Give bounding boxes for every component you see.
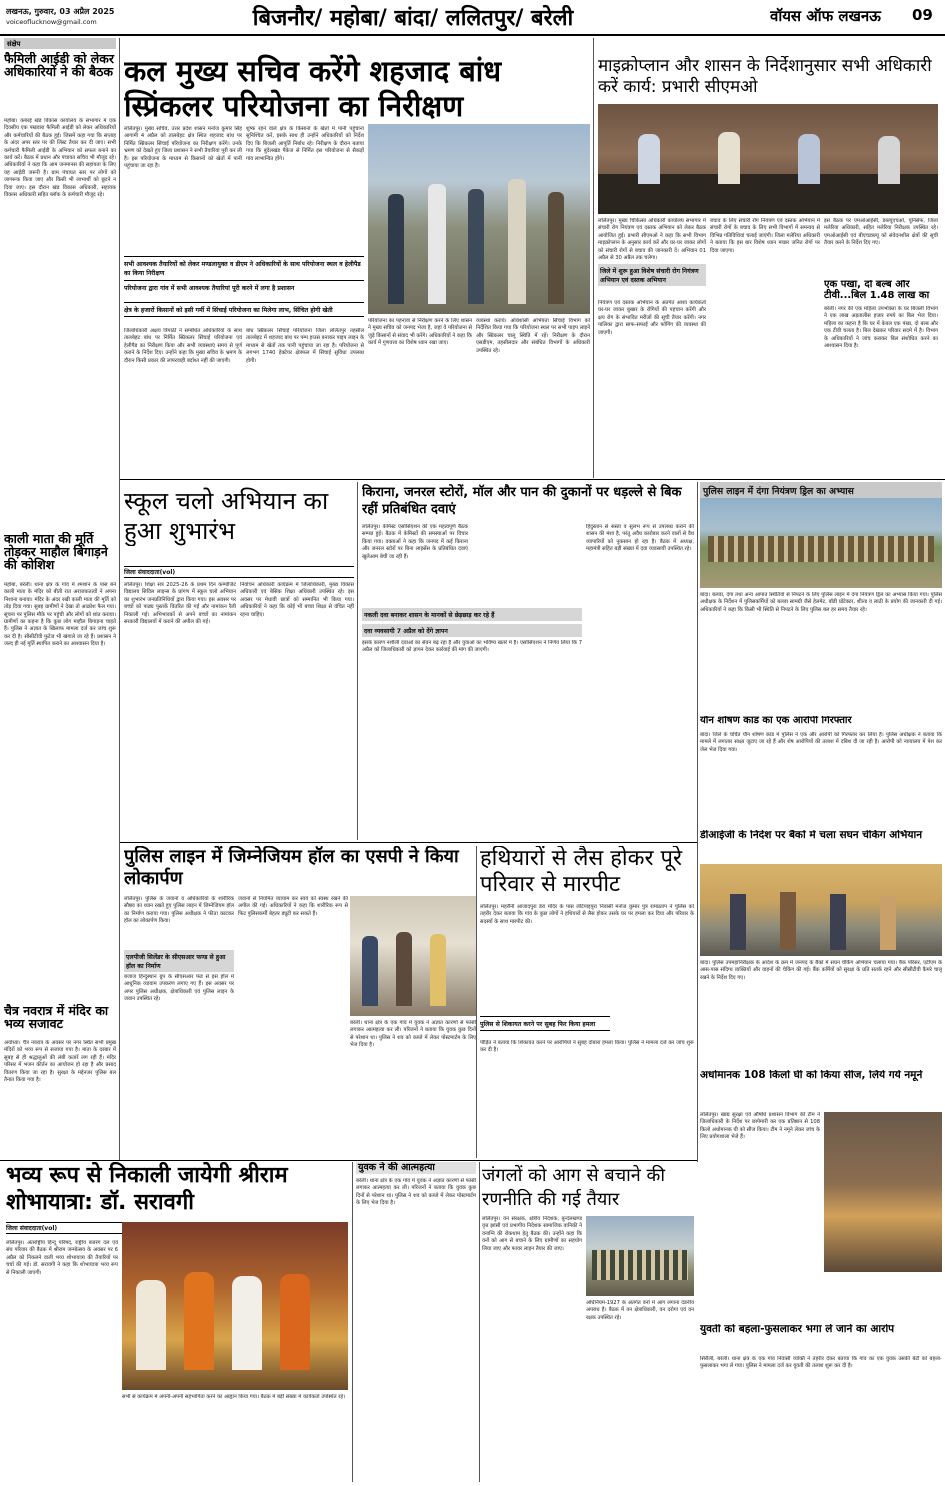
lead-pullquote-3: क्षेत्र के हजारों किसानों को इसी गर्मी में सिंचाई परियोजना का मिलेगा लाभ, सिंचित होगी खेती bbox=[124, 302, 364, 317]
page-number: 09 bbox=[912, 6, 933, 24]
cmo-body-1: ललितपुर। मुख्य चिकित्सा अधिकारी कार्यालय सभागार में संचारी रोग नियंत्रण एवं दस्तक अभियान को लेकर बैठक आयोजित हुई। प्रभारी सीएमओ ने कहा कि सभी विभाग माइक्रोप्लान के अनुसार कार्य करें और घर-घर जाकर लोगों को संचारी रोगों से बचाव की जानकारी दें। अभियान 01 अप्रैल से 30 अप्रैल तक चलेगा। bbox=[598, 218, 706, 262]
shobha-body-2: सभी से कार्यक्रम में अपनी-अपनी सहभागिता करने का आह्वान किया गया। बैठक में बड़ी संख्या में कार्यकर्ता उपस्थित रहे। bbox=[122, 1394, 346, 1400]
section-rule bbox=[120, 479, 945, 480]
lead-pullquote-1: सभी आवश्यक तैयारियों को लेकर मण्डलायुक्त व डीएम ने अधिकारियों के साथ परियोजना स्थल व हेलीपैड का किया निरीक्षण bbox=[124, 256, 364, 277]
yuvak-body: बरेली। थाना क्षेत्र के एक गांव में युवक ने अज्ञात कारणों से फांसी लगाकर आत्महत्या कर ली। परिजनों ने बताया कि युवक कुछ दिनों से परेशान था। पुलिस ने शव को कब्जे में लेकर पोस्टमार्टम के लिए भेज दिया है। bbox=[356, 1178, 476, 1207]
dig-body: बांदा। पुलिस उपमहानिरीक्षक के आदेश के क्रम में जनपद के बैंकों में सघन चेकिंग अभियान चलाया गया। बैंक परिसर, एटीएम के आस-पास संदिग्ध व्यक्तियों और वाहनों की चेकिंग की गई। बैंक कर्मियों को सुरक्षा के प्रति सतर्क रहने और सीसीटीवी कैमरे चालू रखने के निर्देश दिए गए। bbox=[700, 960, 942, 981]
jungle-photo bbox=[586, 1216, 694, 1296]
dig-headline: डीआईजी के निर्देश पर बैंकों में चला सघन चेकिंग अभियान bbox=[700, 830, 923, 841]
section-rule bbox=[0, 1160, 697, 1161]
district-strip: बिजनौर/ महोबा/ बांदा/ ललितपुर/ बरेली bbox=[252, 6, 574, 31]
yaun-body: बांदा। जिले के चर्चित यौन शोषण कांड में पुलिस ने एक और आरोपी को गिरफ्तार कर लिया है। पुलिस अधीक्षक ने बताया कि मामले में लगातार साक्ष्य जुटाए जा रहे हैं और शेष आरोपियों की तलाश में दबिश दी जा रही है। आरोपी को न्यायालय में पेश कर जेल भेज दिया गया। bbox=[700, 732, 942, 753]
lead-photo bbox=[368, 124, 590, 314]
jungle-headline: जंगलों को आग से बचाने की रणनीति की गई तैयार bbox=[482, 1165, 665, 1210]
gym-body-4: बरेली। थाना क्षेत्र के एक गांव में युवक ने अज्ञात कारणों से फांसी लगाकर आत्महत्या कर ली। परिजनों ने बताया कि युवक कुछ दिनों से परेशान था। पुलिस ने शव को कब्जे में लेकर पोस्टमार्टम के लिए भेज दिया है। bbox=[350, 1020, 476, 1049]
drill-photo bbox=[700, 498, 942, 588]
school-headline: स्कूल चलो अभियान का हुआ शुभारंभ bbox=[124, 487, 329, 545]
shobha-byline: जिला संवाददाता(vol) bbox=[6, 1222, 146, 1234]
cmo-body-3: इस बैठक पर एमओआईसी, डब्ल्यूएचओ, यूनिसेफ, जिला मलेरिया अधिकारी, सहित मलेरिया निरीक्षक उपस्थित रहे। एमओआईसी एवं बीएचडब्ल्यू को संवेदनशील क्षेत्रों की सूची तैयार करने के निर्देश दिए गए। bbox=[824, 218, 938, 247]
brief-1-headline: फैमिली आईडी को लेकर अधिकारियों ने की बैठक bbox=[4, 52, 114, 79]
column-rule bbox=[479, 1162, 480, 1482]
kirana-body-2: इसके कारण नशीली दवाओं का सेवन बढ़ रहा है और युवाओं का भविष्य खतरे में है। एसोसिएशन ने निर्णय लिया कि 7 अप्रैल को जिलाधिकारी को ज्ञापन देकर कार्रवाई की मांग की जाएगी। bbox=[362, 640, 582, 654]
brief-3-body: अयोध्या। चैत्र नवरात्र के अवसर पर नगर स्थित सभी प्रमुख मंदिरों को भव्य रूप से सजाया गया है। माता के दरबार में सुबह से ही श्रद्धालुओं की लंबी कतारें लग रही हैं। मंदिर परिसर में भजन कीर्तन का आयोजन हो रहा है और प्रसाद वितरण किया जा रहा है। सुरक्षा के मद्देनजर पुलिस बल तैनात किया गया है। bbox=[4, 1040, 116, 1084]
hathiyar-pullquote: पुलिस से शिकायत करने पर सुबह फिर किया हमला bbox=[480, 1016, 610, 1031]
bill-headline: एक पंखा, दो बल्ब और टीवी...बिल 1.48 लाख का bbox=[824, 280, 930, 301]
lead-body-4: बांध स्प्रिंकलर सिंचाई परियोजना जिला ललितपुर तहसील तालबेहट में शहजाद बांध पर पम्प हाउस बनाकर पाइप लाइन के माध्यम से खेतों तक पानी पहुंचाया जा रहा है। परियोजना से लगभग 1740 हेक्टेयर क्षेत्रफल में सिंचाई सुविधा उपलब्ध होगी। bbox=[246, 328, 364, 364]
brief-1-body: महोबा। कबरई खंड विकास कार्यालय के सभागार में एक दिवसीय एक पखवारा फैमिली आईडी को लेकर अधिकारियों और कर्मचारियों की बैठक हुई। जिसमें कहा गया कि सप्ताह के अंदर अपर स्तर पर की लिस्ट तैयार कर दी जाए। सभी कर्मचारी फैमिली आईडी के अभियान को सफल बनाने का कार्य करें। बैठक में प्रधान और पंचायत सचिव भी मौजूद रहे। अधिकारियों ने कहा कि आम जनमानस की सहायता के लिए यह आईडी जरूरी है। ग्राम पंचायत स्तर पर लोगों को जागरूक किया जाए और किसी भी लाभार्थी को छूटने न दिया जाए। इस दौरान खंड विकास अधिकारी, सहायक विकास अधिकारी सहित ब्लॉक के कर्मचारी मौजूद रहे। bbox=[4, 118, 116, 199]
yuvati-headline: युवती को बहला-फुसलाकर भगा ले जाने का आरोप bbox=[700, 1324, 895, 1335]
gym-pullquote: एलपीजी सिलेंडर के सीएसआर फण्ड से हुआ हॉल का निर्माण bbox=[124, 950, 234, 972]
lead-body-1: ललितपुर। मुख्य सचिव, उत्तर प्रदेश शासन मनोज कुमार सिंह आगामी 4 अप्रैल को तालबेहट क्षेत्र स्थित शहजाद बांध पर निर्मित स्प्रिंकलर सिंचाई परियोजना का निरीक्षण करेंगे। उनके भ्रमण को देखते हुए जिला प्रशासन ने सभी तैयारियां पूरी कर ली हैं। इस परियोजना के माध्यम से किसानों को खेतों में पानी पहुंचाया जा रहा है। bbox=[124, 126, 242, 170]
gym-body-1: ललितपुर। पुलिस के जवानों व अधिकारियों के शारीरिक सौष्ठव का ध्यान रखते हुए पुलिस लाइन में जिम्नेजियम हॉल का निर्माण कराया गया। पुलिस अधीक्षक ने फीता काटकर हॉल का लोकार्पण किया। bbox=[124, 896, 234, 925]
drill-body: बांदा। बलवा, दंगा तथा अन्य आपात स्थितियों से निपटने के लिए पुलिस लाइन में दंगा नियंत्रण ड्रिल का अभ्यास किया गया। पुलिस अधीक्षक के निर्देशन में पुलिसकर्मियों को बलवा सामग्री जैसे हेलमेट, बॉडी प्रोटेक्टर, शील्ड व लाठी के प्रयोग की जानकारी दी गई। अधिकारियों ने कहा कि किसी भी स्थिति से निपटने के लिए पुलिस बल हर समय तैयार रहे। bbox=[700, 592, 942, 613]
school-photo bbox=[358, 482, 360, 484]
shobha-photo bbox=[122, 1222, 348, 1390]
gym-photo bbox=[350, 896, 476, 1016]
kirana-pullquote-2: दवा व्यवसायी 7 अप्रैल को देंगे ज्ञापन bbox=[362, 624, 582, 637]
shobha-headline: भव्य रूप से निकाली जायेगी श्रीराम शोभायात्रा: डॉ. सरावगी bbox=[6, 1163, 288, 1215]
column-rule bbox=[119, 38, 120, 1160]
cmo-photo bbox=[598, 104, 938, 214]
brief-2-body: महोबा, बरेली। थाना क्षेत्र के गांव में श्मशान के पास बने काली माता के मंदिर को बीती रात अराजकतत्वों ने अपना निशाना बनाया। मंदिर के अंदर रखी काली माता की मूर्ति को तोड़ दिया गया। सुबह ग्रामीणों ने देखा तो आक्रोश फैल गया। सूचना पर पुलिस मौके पर पहुंची और लोगों को शांत कराया। ग्रामीणों का कहना है कि कुछ लोग माहौल बिगाड़ना चाहते हैं। पुलिस ने अज्ञात के खिलाफ मामला दर्ज कर जांच शुरू कर दी है। सीसीटीवी फुटेज भी खंगाले जा रहे हैं। प्रशासन ने जल्द ही नई मूर्ति स्थापित कराने का आश्वासन दिया है। bbox=[4, 582, 116, 648]
lead-pullquote-2: परियोजना द्वारा गांव में सभी आवश्यक तैयारियां पूरी करने में लगा है प्रशासन bbox=[124, 280, 364, 292]
kirana-headline: किराना, जनरल स्टोरों, मॉल और पान की दुकानों पर धड़ल्ले से बिक रहीं प्रतिबंधित दवाएं bbox=[362, 485, 682, 517]
bill-body: बरेली। नगर की एक महिला उपभोक्ता के घर बिजली विभाग ने एक लाख अड़तालीस हजार रुपये का बिल भेज दिया। महिला का कहना है कि घर में केवल एक पंखा, दो बल्ब और एक टीवी चलता है। बिल देखकर परिवार सदमे में है। विभाग के अधिकारियों ने जांच कराकर बिल संशोधित करने का आश्वासन दिया है। bbox=[824, 306, 938, 350]
lead-body-5: परियोजना का पहनावा से निरीक्षण करने के लिए शासन ने मुख्य सचिव को जनपद भेजा है, जहां वे परियोजना से जुड़े किसानों से संवाद भी करेंगे। अधिकारियों ने कहा कि कार्य में गुणवत्ता का विशेष ध्यान रखा जाए। bbox=[368, 318, 472, 347]
dig-photo bbox=[700, 864, 942, 956]
column-rule bbox=[357, 482, 358, 840]
ghee-photo bbox=[824, 1112, 942, 1272]
lead-body-2: शुष्क रहने वाले क्षेत्र के किसानों के खेतों में पानी पहुंचाना सुनिश्चित करें, इसके साथ ही उन्होंने अधिकारियों को निर्देश दिए कि बिजली आपूर्ति निर्बाध रहे। निरीक्षण के दौरान बताया गया कि बुंदेलखंड पैकेज से निर्मित इस परियोजना से सैकड़ों गांव लाभान्वित होंगे। bbox=[246, 126, 364, 162]
yuvati-body: सिरौली, बरेली। थाना क्षेत्र के एक गांव निवासी व्यक्ति ने तहरीर देकर बताया कि गांव का एक युवक उसकी बेटी को बहला-फुसलाकर भगा ले गया। पुलिस ने मामला दर्ज कर युवती की तलाश शुरू कर दी है। bbox=[700, 1356, 942, 1370]
cmo-headline: माइक्रोप्लान और शासन के निर्देशानुसार सभी अधिकारी करें कार्य: प्रभारी सीएमओ bbox=[598, 56, 932, 97]
lead-body-6: व्यवस्था करायें। अधिशासी अभियंता सिंचाई विभाग को निर्देशित किया गया कि परियोजना स्थल पर सभी पाइप लाइनें और स्प्रिंकलर चालू स्थिति में रहें। निरीक्षण के दौरान एसडीएम, तहसीलदार और संबंधित विभागों के अधिकारी उपस्थित रहे। bbox=[476, 318, 590, 354]
section-rule bbox=[120, 842, 697, 843]
drill-headline: पुलिस लाइन में दंगा नियंत्रण ड्रिल का अभ्यास bbox=[700, 482, 942, 499]
gym-body-3: जवानों से नियमित व्यायाम कर स्वयं को स्वस्थ रखने की अपील की गई। अधिकारियों ने कहा कि शारीरिक रूप से फिट पुलिसकर्मी बेहतर ड्यूटी कर सकते हैं। bbox=[238, 896, 348, 917]
gym-body-2: बजाज हिन्दुस्थान ग्रुप के सीएसआर फंड से इस हॉल में आधुनिक व्यायाम उपकरण लगाए गए हैं। इस अवसर पर अपर पुलिस अधीक्षक, क्षेत्राधिकारी एवं पुलिस लाइन के जवान उपस्थित रहे। bbox=[124, 974, 234, 1003]
lead-headline: कल मुख्य सचिव करेंगे शहजाद बांध स्प्रिंकलर परियोजना का निरीक्षण bbox=[124, 54, 502, 123]
gym-headline: पुलिस लाइन में जिम्नेजियम हॉल का एसपी ने किया लोकार्पण bbox=[124, 846, 459, 889]
school-body-1: ललितपुर। शिक्षा सत्र 2025-26 के प्रथम दिन कम्पोजिट विद्यालय सिविल लाइन्स के प्रांगण में स्कूल चलो अभियान का शुभारंभ जनप्रतिनिधियों द्वारा किया गया। इस अवसर पर बच्चों को पाठ्य पुस्तकें वितरित की गईं और नामांकन रैली निकाली गई। अभिभावकों से अपने बच्चों का नामांकन सरकारी विद्यालयों में कराने की अपील की गई। bbox=[124, 582, 236, 626]
hathiyar-body-2: पीड़ित ने बताया कि शिकायत करने पर आरोपियों ने सुबह दोबारा हमला किया। पुलिस ने मामला दर्ज कर जांच शुरू कर दी है। bbox=[480, 1040, 694, 1054]
cmo-pullquote: जिले में शुरू हुआ विशेष संचारी रोग नियंत्रण अभियान एवं दस्तक अभियान bbox=[598, 264, 706, 286]
ghee-body: ललितपुर। खाद्य सुरक्षा एवं औषधि प्रशासन विभाग की टीम ने जिलाधिकारी के निर्देश पर छापेमारी कर एक प्रतिष्ठान से 108 किलो अधोमानक घी को सीज किया। टीम ने नमूने लेकर जांच के लिए प्रयोगशाला भेजे हैं। bbox=[700, 1112, 820, 1141]
masthead-rule bbox=[0, 34, 945, 36]
column-rule bbox=[593, 38, 594, 478]
brief-2-headline: काली माता की मूर्ति तोड़कर माहौल बिगाड़ने की कोशिश bbox=[4, 532, 108, 572]
column-rule bbox=[697, 482, 698, 1162]
column-rule bbox=[476, 846, 477, 1158]
paper-name: वॉयस ऑफ लखनऊ bbox=[770, 7, 881, 25]
email: voiceoflucknow@gmail.com bbox=[6, 18, 97, 26]
section-label: संक्षेप bbox=[4, 38, 116, 49]
jungle-body-1: ललितपुर। वन संरक्षक, क्षेत्रीय निदेशक, बुन्देलखण्ड वृत्त झांसी एवं प्रभागीय निदेशक सामाजिक वानिकी ने वनाग्नि की रोकथाम हेतु बैठक की। उन्होंने कहा कि वनों को आग से बचाने के लिए ग्रामीणों का सहयोग लिया जाए और फायर लाइन तैयार की जाए। bbox=[482, 1216, 582, 1252]
kirana-body-3: हिंदुस्तान से सस्ता व सुलभ रूप से उपलब्ध कराने की शासन की मंशा है, परंतु अवैध कारोबार करने वालों से वैध व्यापारियों को नुकसान हो रहा है। बैठक में अध्यक्ष, महामंत्री सहित बड़ी संख्या में दवा व्यवसायी उपस्थित रहे। bbox=[586, 524, 694, 553]
cmo-body-4: नियंत्रण एवं दस्तक अभियान के अंतर्गत आशा कार्यकर्ता घर-घर जाकर बुखार के रोगियों की पहचान करेंगी और क्षय रोग के संभावित मरीजों की सूची तैयार करेंगी। नगर पालिका द्वारा साफ-सफाई और फॉगिंग की व्यवस्था की जाएगी। bbox=[598, 300, 706, 336]
hathiyar-body-1: ललितपुर। महरौनी आजादपुरा डेरा मंदिर के पास लेटिपाइपुरा निवासी मनोज कुमार पुत्र रामप्रताप ने पुलिस को तहरीर देकर बताया कि गांव के कुछ लोगों ने हथियारों से लैस होकर उसके घर पर हमला कर दिया और परिवार के सदस्यों के साथ मारपीट की। bbox=[480, 904, 694, 925]
ghee-headline: अधोमानक 108 किलो घी को किया सीज, लिये गये नमूने bbox=[700, 1070, 923, 1081]
hathiyar-headline: हथियारों से लैस होकर पूरे परिवार से मारपीट bbox=[480, 846, 682, 897]
school-body-2: निर्वाचन अधिकारी कार्यक्रम में जिलाधिकारी, मुख्य विकास अधिकारी एवं बेसिक शिक्षा अधिकारी उपस्थित रहे। इस अवसर पर मेधावी छात्रों को सम्मानित भी किया गया। अधिकारियों ने कहा कि कोई भी बच्चा शिक्षा से वंचित नहीं रहना चाहिए। bbox=[240, 582, 354, 618]
jungle-body-2: अधिनियम-1927 के अंतर्गत वनों में आग लगाना दंडनीय अपराध है। बैठक में वन क्षेत्राधिकारी, वन दरोगा एवं वन रक्षक उपस्थित रहे। bbox=[586, 1300, 694, 1321]
date-line: लखनऊ, गुरुवार, 03 अप्रैल 2025 bbox=[6, 7, 115, 16]
shobha-body-1: ललितपुर। अंतर्राष्ट्रीय हिन्दू परिषद, राष्ट्रीय बजरंग दल एवं संघ परिवार की बैठक में श्रीराम जन्मोत्सव के अवसर पर 6 अप्रैल को निकलने वाली भव्य शोभायात्रा की तैयारियों पर चर्चा की गई। डॉ. सरावगी ने कहा कि शोभायात्रा भव्य रूप से निकाली जाएगी। bbox=[6, 1240, 118, 1276]
kirana-pullquote-1: नकली दवा बनाकर शासन के मानकों से छेड़छाड़ कर रहे हैं bbox=[362, 608, 582, 621]
column-rule bbox=[352, 1162, 353, 1482]
school-byline: जिला संवाददाता(vol) bbox=[124, 566, 354, 578]
lead-body-3: जिलाधिकारी अक्षय त्रिपाठी ने सम्बंधित अधिकारियों के साथ तालबेहट बांध पर निर्मित स्प्रिंकलर सिंचाई परियोजना एवं हेलीपैड का निरीक्षण किया और सभी व्यवस्थाएं समय से पूर्ण कराने के निर्देश दिए। उन्होंने कहा कि मुख्य सचिव के भ्रमण के दौरान किसी प्रकार की लापरवाही बर्दाश्त नहीं की जाएगी। bbox=[124, 328, 242, 364]
yaun-headline: यौन शोषण कांड का एक आरोपी गिरफ्तार bbox=[700, 716, 852, 726]
brief-3-headline: चैत्र नवरात्र में मंदिर का भव्य सजावट bbox=[4, 1004, 109, 1031]
cmo-body-2: बचाव के लिए संचारी रोग नियंत्रण एवं दस्तक अभियान में संचारी रोगों के बचाव के लिए सभी विभागों में समन्वय से विभिन्न गतिविधियां चलाई जाएंगी। जिला मलेरिया अधिकारी ने बताया कि इस बार विशेष ध्यान मच्छर जनित रोगों पर दिया जाएगा। bbox=[710, 218, 820, 254]
yuvak-headline: युवक ने की आत्महत्या bbox=[356, 1162, 476, 1174]
kirana-body-1: ललितपुर। केमिस्ट एसोसिएशन की एक महत्वपूर्ण बैठक सम्पन्न हुई। बैठक में केमिस्टों की समस्याओं पर विचार किया गया। वक्ताओं ने कहा कि जनपद में कई किराना और जनरल स्टोरों पर बिना लाइसेंस के प्रतिबंधित दवाएं खुलेआम बेची जा रही हैं। bbox=[362, 524, 468, 560]
